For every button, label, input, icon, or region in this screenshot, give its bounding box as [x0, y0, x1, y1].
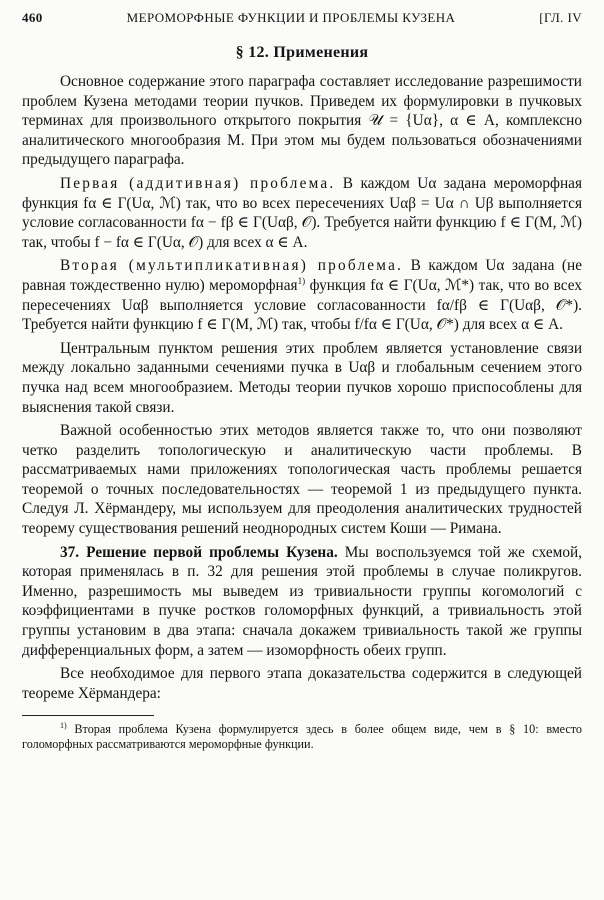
footnote-reference: 1) [297, 275, 306, 286]
body-text [22, 72, 582, 703]
paragraph-methods: Важной особенностью этих методов является также то, что они позволяют четко разделить топологическую и аналитическую части проблемы. В рассматриваемых нами приложениях топологическая часть проблемы решается теоремой о точных последовательностях — теоремой 1 из предыдущего пункта. Следуя Л. Хёрмандеру, мы используем для преодоления аналитических трудностей теорему существования решений неоднородных систем Коши — Римана. [22, 422, 582, 538]
second-problem-text-2: функция fα ∈ Γ(Uα, ℳ*) так, что во всех пересечениях Uαβ выполняется условие согласованности fα/fβ ∈ Γ(Uαβ, 𝒪*). Требуется найти функцию f ∈ Γ(M, ℳ) так, чтобы f/fα ∈ Γ(Uα, 𝒪*) для всех α ∈ A. [22, 276, 582, 334]
footnote-mark: 1) [60, 721, 67, 731]
first-problem-lead: Первая (аддитивная) проблема. [60, 174, 336, 192]
paragraph-first-problem [22, 174, 582, 252]
chapter-marker: [ГЛ. IV [539, 10, 582, 25]
page-number: 460 [22, 10, 43, 25]
paragraph-intro: Основное содержание этого параграфа составляет исследование разрешимости проблем Кузена методами теории пучков. Приведем их формулировки в пучковых терминах для произвольного открытого покрытия 𝒰 = {Uα}, α ∈ A, комплексно аналитического многообразия M. При этом мы будем пользоваться обозначениями предыдущего параграфа. [22, 73, 582, 169]
footnote-divider [22, 715, 154, 716]
paragraph-hormander: Все необходимое для первого этапа доказательства содержится в следующей теореме Хёрмандера: [22, 665, 582, 702]
paragraph-item-37 [22, 543, 582, 661]
item-37-text: Мы воспользуемся той же схемой, которая применялась в п. 32 для решения этой проблемы в случае поликругов. Именно, разрешимость мы выведем из тривиальности группы когомологий с коэффициентами в пучке ростков голоморфных функций, а тривиальность этой группы установим в два этапа: сначала докажем тривиальность такой же группы дифференциальных форм, а затем — изоморфность обеих групп. [22, 543, 582, 659]
section-title: § 12. Применения [235, 44, 369, 61]
paragraph-second-problem [22, 256, 582, 334]
running-title: МЕРОМОРФНЫЕ ФУНКЦИИ И ПРОБЛЕМЫ КУЗЕНА [126, 10, 456, 25]
second-problem-text-1: В каждом Uα задана (не равная тождественно нулю) мероморфная [22, 257, 583, 294]
second-problem-lead: Вторая (мультипликативная) проблема. [60, 257, 404, 275]
item-37-heading: 37. Решение первой проблемы Кузена. [60, 543, 338, 561]
footnote [22, 722, 582, 752]
footnote-text: Вторая проблема Кузена формулируется здесь в более общем виде, чем в § 10: вместо голоморфных рассматриваются мероморфные функции. [22, 722, 582, 752]
first-problem-text: В каждом Uα задана мероморфная функция fα ∈ Γ(Uα, ℳ) так, что во всех пересечениях Uαβ = Uα ∩ Uβ выполняется условие согласованности fα − fβ ∈ Γ(Uαβ, 𝒪). Требуется найти функцию f ∈ Γ(M, ℳ) так, чтобы f − fα ∈ Γ(Uα, 𝒪) для всех α ∈ A. [22, 174, 582, 251]
running-head [22, 10, 582, 30]
paragraph-central-point: Центральным пунктом решения этих проблем является установление связи между локально заданными сечениями пучка в Uαβ и глобальным сечением этого пучка над всем многообразием. Методы теории пучков хорошо приспособлены для выяснения такой связи. [22, 339, 582, 416]
